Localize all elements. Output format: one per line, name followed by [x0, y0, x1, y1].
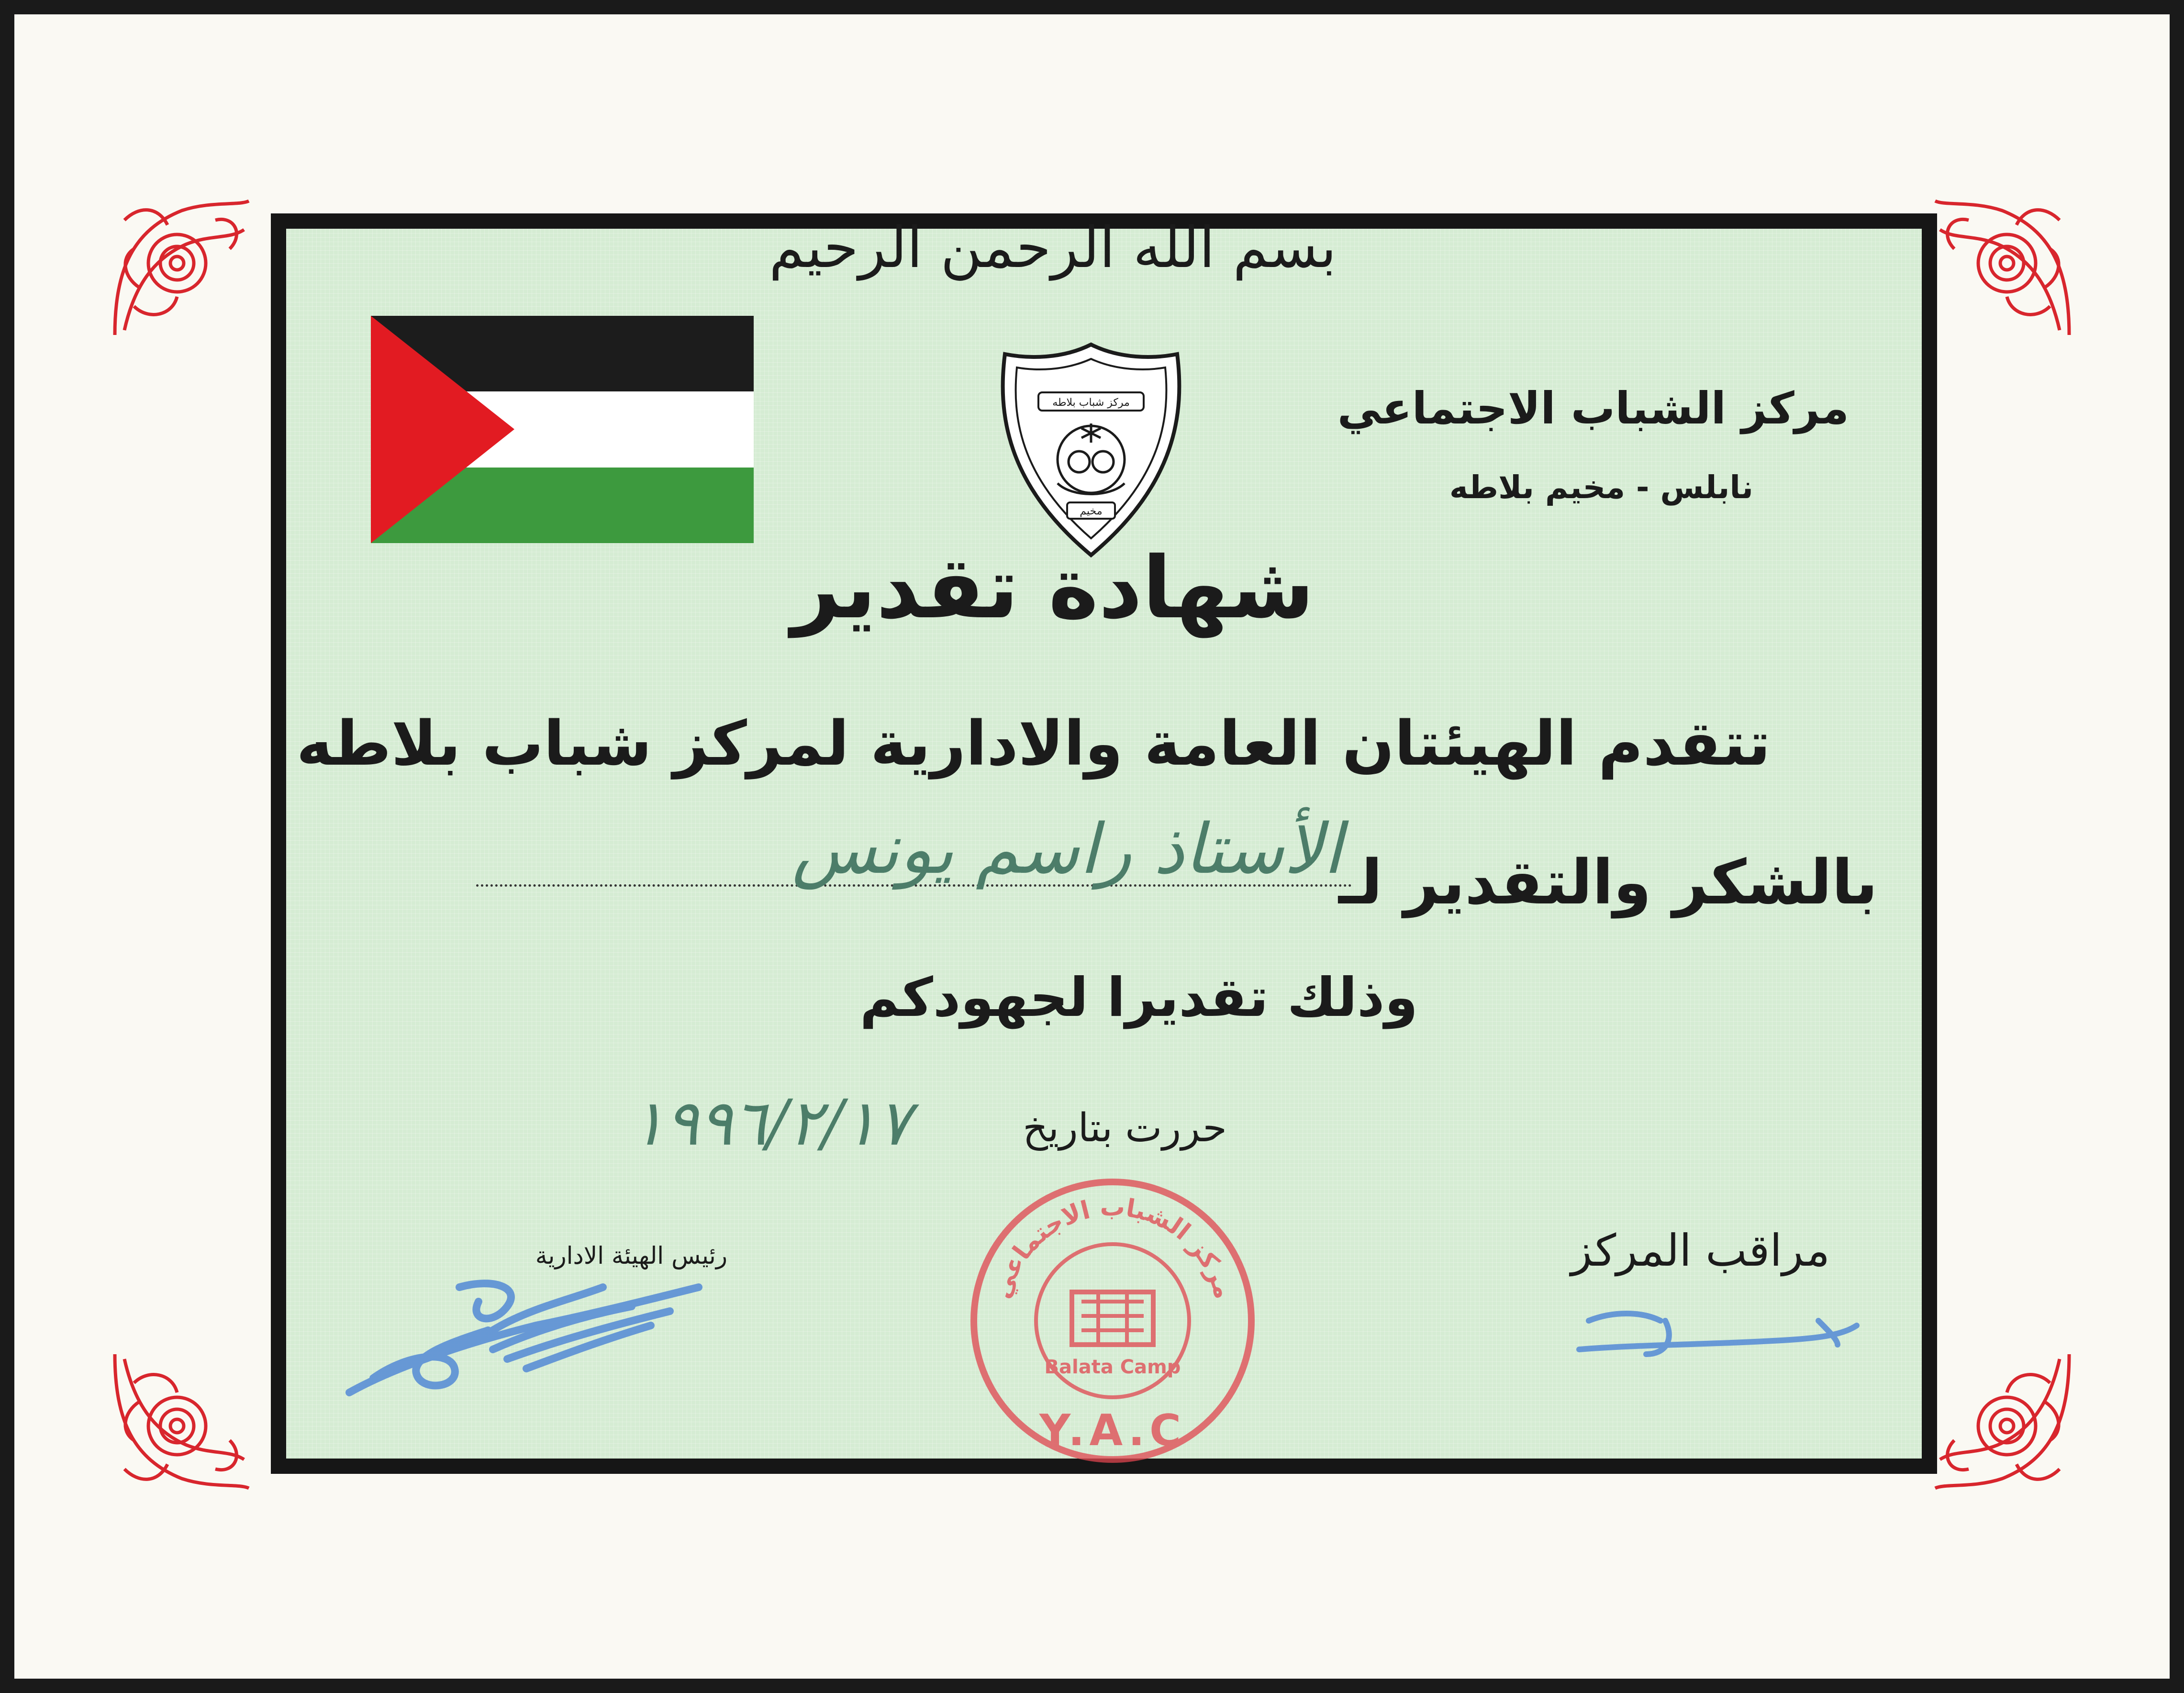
certificate-title: شهادة تقدير — [791, 538, 1315, 637]
body-line-2: بالشكر والتقدير لـ — [1338, 847, 1878, 918]
corner-ornament-top-right — [1926, 191, 2079, 345]
signature-label-board-chair: رئيس الهيئة الادارية — [535, 1242, 727, 1270]
signature-label-center-supervisor: مراقب المركز — [1571, 1225, 1830, 1276]
body-line-1: تتقدم الهيئتان العامة والادارية لمركز شباب بلاطه — [296, 708, 1771, 780]
palestinian-flag-icon — [371, 316, 754, 543]
stamp-bottom-text: Y.A.C — [1039, 1405, 1186, 1456]
organization-location: نابلس - مخيم بلاطه — [1449, 469, 1753, 506]
date-label: حررت بتاريخ — [1023, 1105, 1227, 1151]
date-value: ١٩٩٦/٢/١٧ — [631, 1086, 911, 1160]
corner-ornament-bottom-left — [105, 1345, 258, 1498]
stamp-arc-text: مركز الشباب الاجتماعي — [987, 1193, 1238, 1302]
corner-ornament-bottom-right — [1926, 1345, 2079, 1498]
emblem-bottom-text: مخيم — [1080, 505, 1103, 517]
board-chair-signature — [335, 1259, 718, 1412]
organization-name: مركز الشباب الاجتماعي — [1337, 383, 1849, 434]
recipient-name: الأستاذ راسم يونس — [792, 809, 1342, 889]
round-ink-stamp-icon — [962, 1148, 1263, 1483]
shield-emblem-icon — [995, 340, 1187, 560]
body-line-3: وذلك تقديرا لجهودكم — [859, 967, 1418, 1029]
center-supervisor-signature — [1570, 1292, 1866, 1369]
corner-ornament-top-left — [105, 191, 258, 345]
stamp-center-text: Balata Camp — [1044, 1356, 1181, 1378]
emblem-top-text: مركز شباب بلاطه — [1052, 397, 1130, 409]
basmala-heading: بسم الله الرحمن الرحيم — [769, 214, 1337, 280]
